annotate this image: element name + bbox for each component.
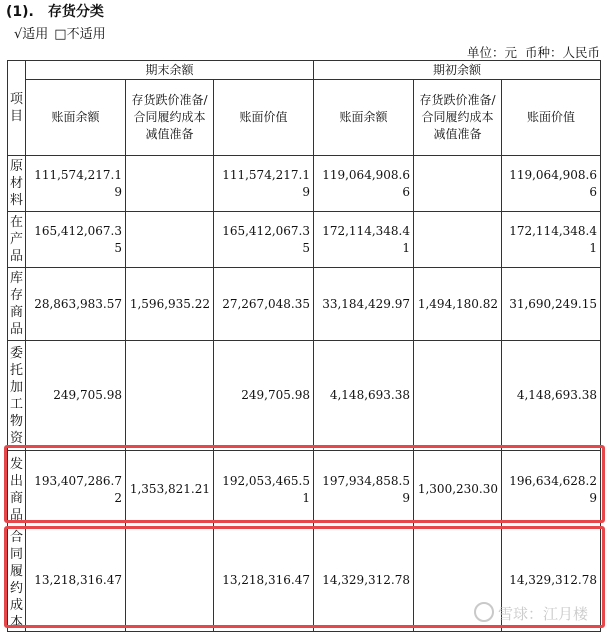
row-item: 合同履约成本: [8, 529, 26, 632]
end-balance-cell: 165,412,067.35: [26, 212, 126, 268]
snowball-logo-icon: [474, 602, 494, 622]
end-reserve-cell: [126, 212, 214, 268]
end-reserve-cell: [126, 529, 214, 632]
col-header-begin-value: 账面价值: [502, 80, 601, 156]
begin-balance-cell: 4,148,693.38: [314, 341, 414, 451]
table-row: [8, 341, 601, 451]
end-reserve-cell: 1,596,935.22: [126, 268, 214, 341]
begin-reserve-cell: [414, 341, 502, 451]
begin-reserve-cell: [414, 212, 502, 268]
end-reserve-cell: [126, 341, 214, 451]
item-header: 项目: [8, 61, 26, 156]
end-value-cell: 111,574,217.19: [214, 156, 314, 212]
col-header-end-reserve: 存货跌价准备/合同履约成本减值准备: [126, 80, 214, 156]
inventory-table: [7, 60, 601, 632]
row-item: 库存商品: [8, 268, 26, 341]
begin-balance-cell: 172,114,348.41: [314, 212, 414, 268]
begin-balance-cell: 33,184,429.97: [314, 268, 414, 341]
unit-label: 单位：元: [466, 45, 517, 60]
begin-value-cell: 172,114,348.41: [502, 212, 601, 268]
end-value-cell: 192,053,465.51: [214, 451, 314, 529]
begin-balance-cell: 14,329,312.78: [314, 529, 414, 632]
begin-balance-cell: 197,934,858.59: [314, 451, 414, 529]
applicability-options: [14, 23, 112, 42]
end-balance-cell: 193,407,286.72: [26, 451, 126, 529]
end-value-cell: 249,705.98: [214, 341, 314, 451]
end-reserve-cell: [126, 156, 214, 212]
table-row: [8, 156, 601, 212]
table-row: [8, 212, 601, 268]
group-header-begin: 期初余额: [314, 61, 601, 80]
section-heading: [6, 1, 104, 21]
begin-value-cell: 31,690,249.15: [502, 268, 601, 341]
end-balance-cell: 13,218,316.47: [26, 529, 126, 632]
row-item: 发出商品: [8, 451, 26, 529]
begin-value-cell: 196,634,628.29: [502, 451, 601, 529]
end-value-cell: 27,267,048.35: [214, 268, 314, 341]
begin-reserve-cell: 1,494,180.82: [414, 268, 502, 341]
table-row: [8, 268, 601, 341]
row-item: 在产品: [8, 212, 26, 268]
not-applicable-option: □不适用: [54, 27, 106, 42]
col-header-begin-reserve: 存货跌价准备/合同履约成本减值准备: [414, 80, 502, 156]
row-item: 原材料: [8, 156, 26, 212]
col-header-begin-balance: 账面余额: [314, 80, 414, 156]
end-value-cell: 13,218,316.47: [214, 529, 314, 632]
end-reserve-cell: 1,353,821.21: [126, 451, 214, 529]
section-title: 存货分类: [47, 4, 104, 20]
section-number: (1).: [6, 4, 34, 20]
watermark-text: 雪球：江月楼: [497, 605, 588, 623]
end-balance-cell: 111,574,217.19: [26, 156, 126, 212]
begin-value-cell: 14,329,312.78: [502, 529, 601, 632]
watermark: [474, 602, 588, 624]
unit-line: [463, 43, 600, 61]
currency-label: 币种：人民币: [524, 45, 600, 60]
begin-reserve-cell: [414, 156, 502, 212]
begin-value-cell: 4,148,693.38: [502, 341, 601, 451]
col-header-end-balance: 账面余额: [26, 80, 126, 156]
col-header-end-value: 账面价值: [214, 80, 314, 156]
end-balance-cell: 28,863,983.57: [26, 268, 126, 341]
group-header-end: 期末余额: [26, 61, 314, 80]
table-row: [8, 451, 601, 529]
applicable-option: √适用: [14, 27, 49, 42]
begin-balance-cell: 119,064,908.66: [314, 156, 414, 212]
row-item: 委托加工物资: [8, 341, 26, 451]
end-value-cell: 165,412,067.35: [214, 212, 314, 268]
end-balance-cell: 249,705.98: [26, 341, 126, 451]
begin-value-cell: 119,064,908.66: [502, 156, 601, 212]
begin-reserve-cell: 1,300,230.30: [414, 451, 502, 529]
